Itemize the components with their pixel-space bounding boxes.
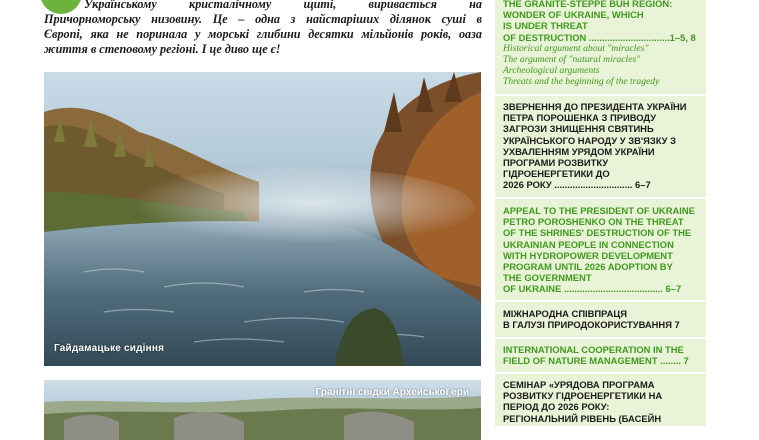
toc-line: ПЕРІОД ДО 2026 РОКУ: (503, 401, 610, 413)
toc-divider (495, 197, 706, 199)
article-intro (44, 0, 482, 57)
toc-line: ПЕТРА ПОРОШЕНКА З ПРИВОДУ (503, 112, 657, 124)
river-photo-art (44, 72, 481, 366)
photo-caption: Гранітні свідки Архейської ери (315, 387, 469, 398)
toc-entry[interactable] (503, 0, 700, 87)
toc-entry[interactable] (503, 379, 700, 424)
toc-line: 2026 РОКУ .............................. 6–7 (503, 179, 651, 191)
toc-line: THE GOVERNMENT (503, 272, 592, 284)
toc-line: OF UKRAINE ...................................... 6–7 (503, 283, 682, 295)
toc-divider (495, 94, 706, 96)
toc-entry[interactable] (503, 101, 700, 191)
toc-entry[interactable] (503, 344, 700, 366)
toc-line: IS UNDER THREAT (503, 20, 588, 32)
toc-line: THE GRANITE-STEPPE BUH REGION: (503, 0, 673, 9)
toc-divider (495, 300, 706, 302)
contents-sidebar (495, 0, 706, 426)
toc-line: СЕМІНАР «УРЯДОВА ПРОГРАМА (503, 379, 655, 390)
toc-entry[interactable] (503, 205, 700, 295)
toc-line: РОЗВИТКУ ГІДРОЕНЕРГЕТИКИ НА (503, 390, 663, 402)
toc-line: ЗАГРОЗИ ЗНИЩЕННЯ СВЯТИНЬ (503, 123, 654, 135)
toc-subitem: Historical argument about "miracles" (503, 42, 649, 54)
toc-line: UKRAINIAN PEOPLE IN CONNECTION (503, 238, 674, 250)
toc-line: WONDER OF UKRAINE, WHICH (503, 9, 644, 21)
toc-line: APPEAL TO THE PRESIDENT OF UKRAINE (503, 205, 695, 216)
toc-line: МІЖНАРОДНА СПІВПРАЦЯ (503, 308, 627, 319)
intro-line: Європі, яка не поринала у морські глибини десятки мільйонів років, оаза (44, 27, 482, 41)
toc-line: FIELD OF NATURE MANAGEMENT ........ 7 (503, 355, 689, 367)
intro-line: Українському кристалічному щиті, виривається на (84, 0, 482, 11)
intro-line: Причорноморську низовину. Це – одна з найстаріших ділянок суші в (44, 12, 482, 26)
intro-line: життя в степовому регіоні. І це диво ще є! (44, 42, 281, 56)
toc-line: PETRO POROSHENKO ON THE THREAT (503, 216, 684, 228)
toc-divider (495, 337, 706, 339)
photo-caption: Гайдамацьке сидіння (54, 343, 165, 354)
river-photo (44, 72, 481, 366)
toc-divider (495, 372, 706, 374)
toc-subitem: Archeological arguments (503, 64, 600, 76)
toc-line: OF THE SHRINES' DESTRUCTION OF THE (503, 227, 692, 239)
toc-line: OF DESTRUCTION ...............................1–5, 8 (503, 31, 696, 43)
toc-line: УКРАЇНСЬКОГО НАРОДУ У ЗВ'ЯЗКУ З (503, 134, 676, 146)
toc-line: В ГАЛУЗІ ПРИРОДОКОРИСТУВАННЯ 7 (503, 319, 680, 331)
toc-line: УХВАЛЕННЯМ УРЯДОМ УКРАЇНИ (503, 145, 655, 157)
toc-line: ЗВЕРНЕННЯ ДО ПРЕЗИДЕНТА УКРАЇНИ (503, 101, 687, 112)
toc-line: WITH HYDROPOWER DEVELOPMENT (503, 249, 673, 261)
granite-photo (44, 380, 481, 440)
toc-line: ГІДРОЕНЕРГЕТИКИ ДО (503, 168, 610, 180)
toc-subitem: Threats and the beginning of the tragedy (503, 75, 660, 87)
toc-entry[interactable] (503, 308, 700, 330)
toc-line: РЕГІОНАЛЬНИЙ РІВЕНЬ (БАСЕЙН (503, 412, 662, 424)
toc-line: PROGRAM UNTIL 2026 ADOPTION BY (503, 261, 673, 273)
toc-line: ПРОГРАМИ РОЗВИТКУ (503, 157, 609, 169)
toc-line: INTERNATIONAL COOPERATION IN THE (503, 344, 684, 355)
toc-subitem: The argument of "natural miracles" (503, 53, 641, 65)
